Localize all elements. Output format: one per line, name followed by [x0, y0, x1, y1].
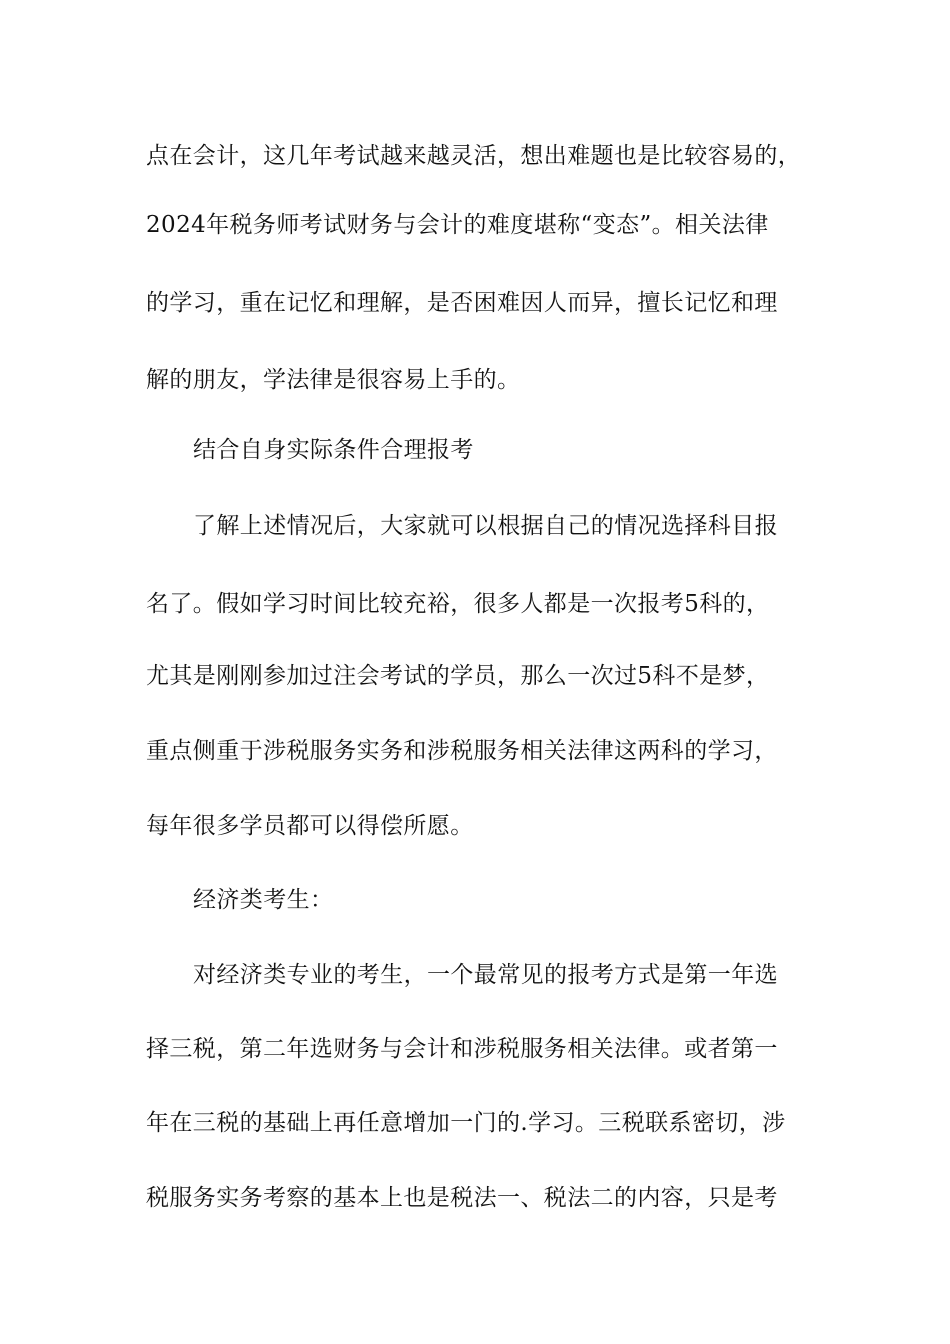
text-line: 对经济类专业的考生，一个最常见的报考方式是第一年选	[193, 962, 778, 988]
text-line: 年在三税的基础上再任意增加一门的.学习。三税联系密切，涉	[146, 1110, 786, 1136]
text-line: 每年很多学员都可以得偿所愿。	[146, 813, 474, 839]
text-line: 了解上述情况后，大家就可以根据自己的情况选择科目报	[193, 513, 778, 539]
text-line: 名了。假如学习时间比较充裕，很多人都是一次报考5科的，	[146, 591, 770, 617]
text-line: 2024年税务师考试财务与会计的难度堪称“变态”。相关法律	[146, 212, 769, 238]
section-heading: 经济类考生：	[193, 887, 334, 913]
section-heading: 结合自身实际条件合理报考	[193, 437, 474, 463]
text-line: 尤其是刚刚参加过注会考试的学员，那么一次过5科不是梦，	[146, 663, 770, 689]
text-line: 择三税，第二年选财务与会计和涉税服务相关法律。或者第一	[146, 1036, 778, 1062]
text-line: 税服务实务考察的基本上也是税法一、税法二的内容，只是考	[146, 1185, 778, 1211]
text-line: 的学习，重在记忆和理解，是否困难因人而异，擅长记忆和理	[146, 290, 778, 316]
text-line: 重点侧重于涉税服务实务和涉税服务相关法律这两科的学习，	[146, 738, 778, 764]
text-line: 解的朋友，学法律是很容易上手的。	[146, 367, 521, 393]
text-line: 点在会计，这几年考试越来越灵活，想出难题也是比较容易的，	[146, 143, 802, 169]
